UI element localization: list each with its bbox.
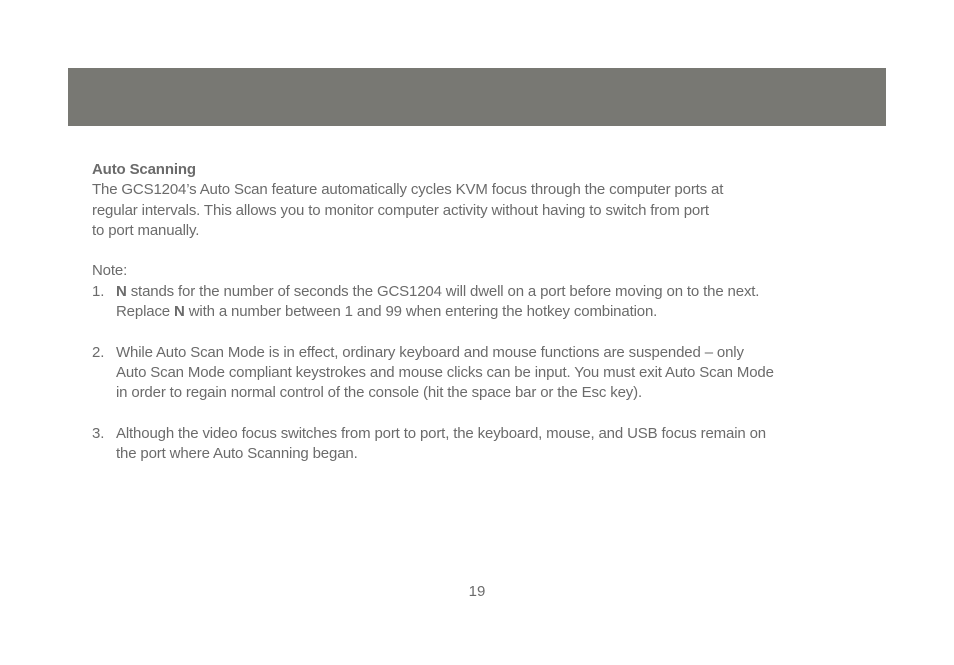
intro-line: to port manually. (92, 221, 200, 239)
note-line: the port where Auto Scanning began. (116, 445, 358, 463)
intro-paragraph (92, 180, 872, 241)
note-label: Note: (92, 262, 128, 280)
note-number: 3. (92, 424, 105, 442)
note-line: Auto Scan Mode compliant keystrokes and mouse clicks can be input. You must exit Auto Scan Mode (116, 363, 774, 381)
note-number: 1. (92, 282, 105, 300)
note-line: While Auto Scan Mode is in effect, ordinary keyboard and mouse functions are suspended – only (116, 343, 744, 361)
variable-n: N (116, 282, 127, 300)
note-line: Although the video focus switches from port to port, the keyboard, mouse, and USB focus remain on (116, 424, 766, 442)
intro-line: regular intervals. This allows you to monitor computer activity without having to switch from port (92, 201, 709, 219)
note-line: N stands for the number of seconds the GCS1204 will dwell on a port before moving on to the next. (116, 282, 760, 300)
note-item (92, 282, 872, 323)
variable-n: N (174, 303, 185, 321)
note-item (92, 343, 872, 404)
page-number: 19 (468, 583, 486, 600)
note-item (92, 424, 872, 465)
header-band (68, 68, 886, 126)
note-line: Replace N with a number between 1 and 99 when entering the hotkey combination. (116, 303, 658, 321)
page-content (92, 160, 872, 464)
note-list (92, 282, 872, 465)
intro-line: The GCS1204’s Auto Scan feature automatically cycles KVM focus through the computer ports at (92, 181, 724, 199)
note-number: 2. (92, 343, 105, 361)
section-title: Auto Scanning (92, 161, 196, 178)
note-line: in order to regain normal control of the console (hit the space bar or the Esc key). (116, 384, 643, 402)
